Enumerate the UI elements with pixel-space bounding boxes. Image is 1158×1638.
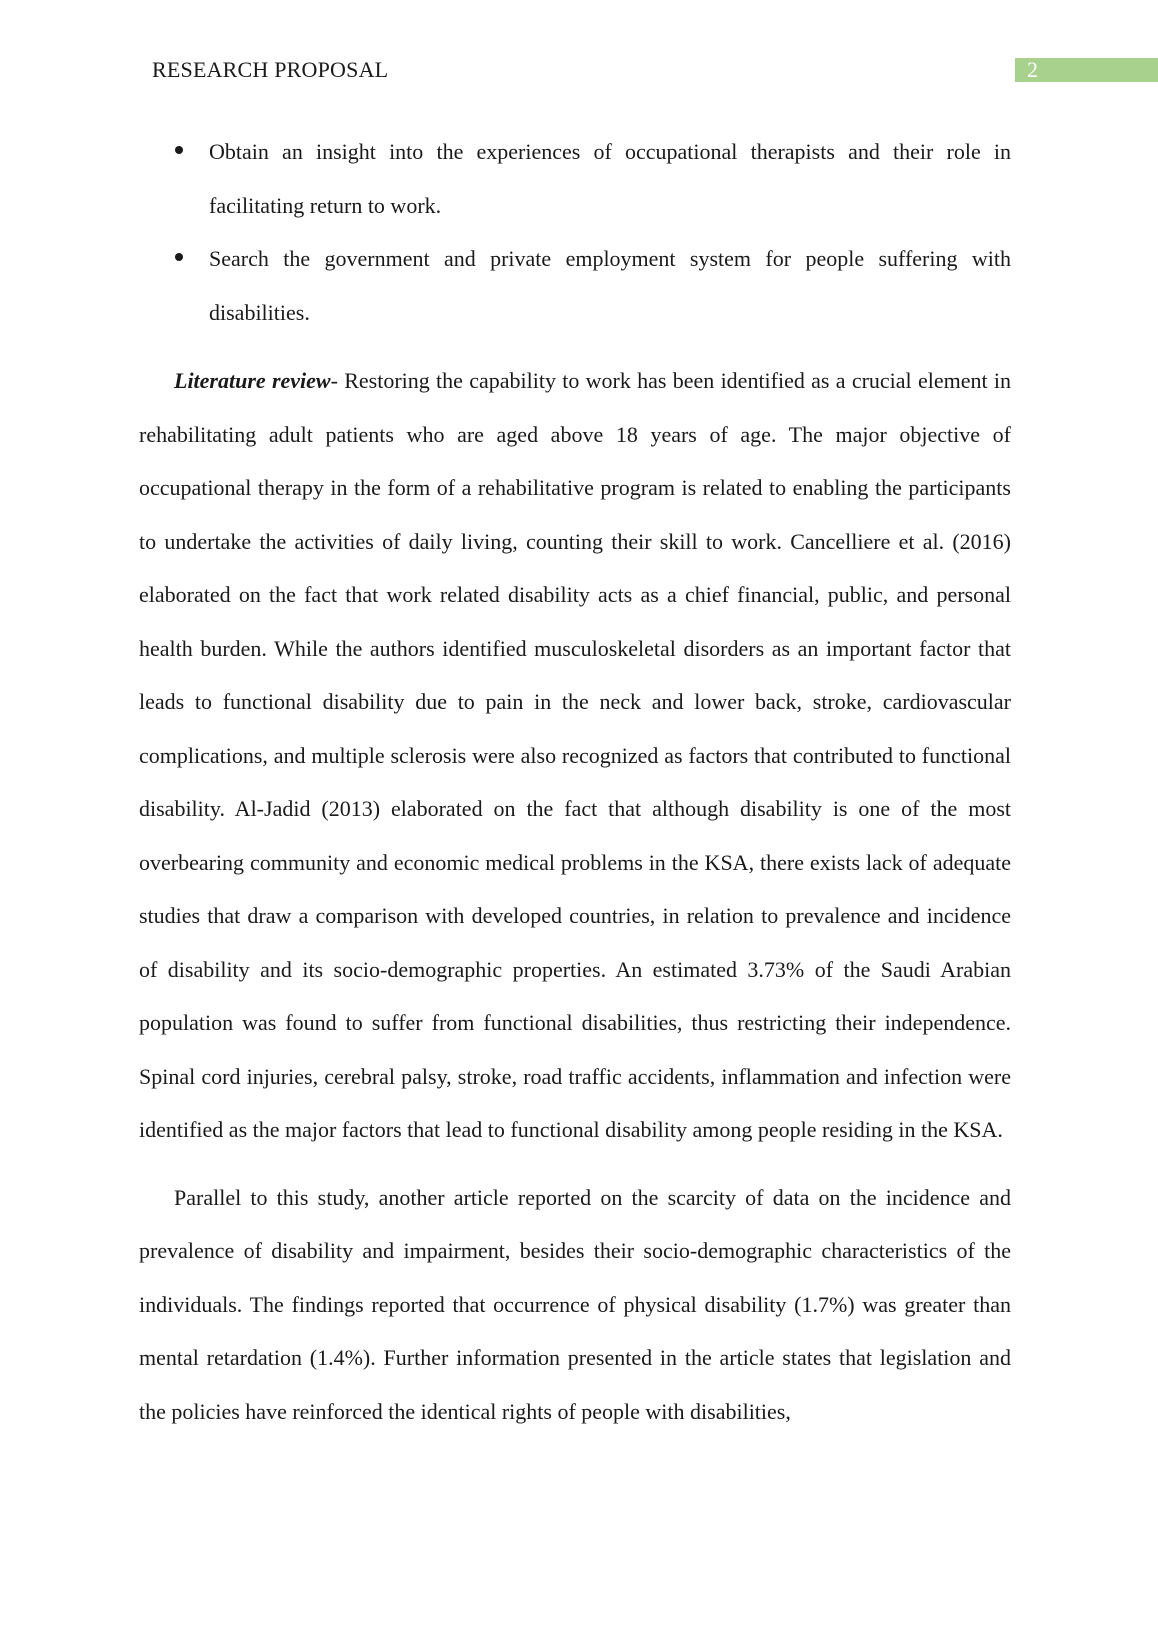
body-paragraph: Parallel to this study, another article reported on the scarcity of data on the incidence and prevalence of disability and impairment, besides their socio-demographic characteristics of the individuals. The findings reported that occurrence of physical disability (1.7%) was greater than mental retardation (1.4%). Further information presented in the article states that legislation and the policies have reinforced the identical rights of people with disabilities, <box>139 1184 1011 1424</box>
bullet-icon <box>175 146 183 154</box>
list-item-text: Obtain an insight into the experiences of occupational therapists and their role in facilitating return to work. <box>209 139 1011 218</box>
list-item-text: Search the government and private employment system for people suffering with disabilities. <box>209 246 1011 325</box>
section-lead: Literature review <box>174 368 331 393</box>
document-body <box>139 125 1011 1438</box>
page-number-badge <box>1015 58 1158 82</box>
running-header: RESEARCH PROPOSAL <box>152 57 389 82</box>
page-number: 2 <box>1027 57 1038 82</box>
literature-review-paragraph <box>139 354 1011 1157</box>
list-item <box>139 125 1011 232</box>
objectives-list <box>139 125 1011 339</box>
list-item <box>139 232 1011 339</box>
paragraph-text: - Restoring the capability to work has been identified as a crucial element in rehabilitating adult patients who are aged above 18 years of age. The major objective of occupational therapy in the form of a rehabilitative program is related to enabling the participants to undertake the activities of daily living, counting their skill to work. Cancelliere et al. (2016) elaborated on the fact that work related disability acts as a chief financial, public, and personal health burden. While the authors identified musculoskeletal disorders as an important factor that leads to functional disability due to pain in the neck and lower back, stroke, cardiovascular complications, and multiple sclerosis were also recognized as factors that contributed to functional disability. Al-Jadid (2013) elaborated on the fact that although disability is one of the most overbearing community and economic medical problems in the KSA, there exists lack of adequate studies that draw a comparison with developed countries, in relation to prevalence and incidence of disability and its socio-demographic properties. An estimated 3.73% of the Saudi Arabian population was found to suffer from functional disabilities, thus restricting their independence. Spinal cord injuries, cerebral palsy, stroke, road traffic accidents, inflammation and infection were identified as the major factors that lead to functional disability among people residing in the KSA. <box>139 368 1011 1142</box>
bullet-icon <box>175 253 183 261</box>
